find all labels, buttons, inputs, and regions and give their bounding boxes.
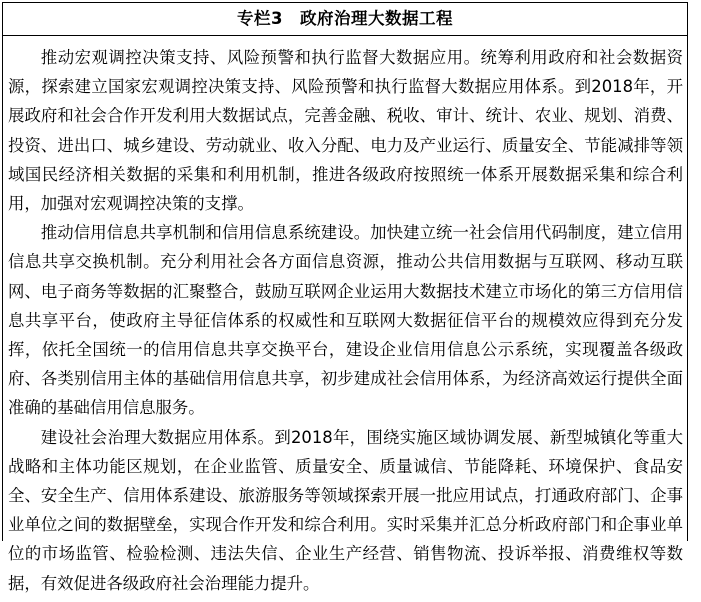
page-title: 专栏3 政府治理大数据工程 [237, 8, 453, 28]
callout-box [2, 2, 688, 593]
callout-box-header [3, 3, 687, 36]
callout-box-body [3, 36, 687, 602]
paragraph-1: 推动宏观调控决策支持、风险预警和执行监督大数据应用。统筹利用政府和社会数据资源，探索建立国家宏观调控决策支持、风险预警和执行监督大数据应用体系。到2018年，开展政府和社会合作开发利用大数据试点，完善金融、税收、审计、统计、农业、规划、消费、投资、进出口、城乡建设、劳动就业、收入分配、电力及产业运行、质量安全、节能减排等领域国民经济相关数据的采集和利用机制，推进各级政府按照统一体系开展数据采集和综合利用，加强对宏观调控决策的支撑。 [8, 48, 683, 214]
paragraph-2: 推动信用信息共享机制和信用信息系统建设。加快建立统一社会信用代码制度，建立信用信息共享交换机制。充分利用社会各方面信息资源，推动公共信用数据与互联网、移动互联网、电子商务等数据的汇聚整合，鼓励互联网企业运用大数据技术建立市场化的第三方信用信息共享平台，使政府主导征信体系的权威性和互联网大数据征信平台的规模效应得到充分发挥，依托全国统一的信用信息共享交换平台，建设企业信用信息公示系统，实现覆盖各级政府、各类别信用主体的基础信用信息共享，初步建成社会信用体系，为经济高效运行提供全面准确的基础信用信息服务。 [8, 223, 683, 418]
paragraph-3: 建设社会治理大数据应用体系。到2018年，围绕实施区域协调发展、新型城镇化等重大战略和主体功能区规划，在企业监管、质量安全、质量诚信、节能降耗、环境保护、食品安全、安全生产、信用体系建设、旅游服务等领域探索开展一批应用试点，打通政府部门、企事业单位之间的数据壁垒，实现合作开发和综合利用。实时采集并汇总分析政府部门和企事业单位的市场监管、检验检测、违法失信、企业生产经营、销售物流、投诉举报、消费维权等数据，有效促进各级政府社会治理能力提升。 [8, 427, 683, 593]
